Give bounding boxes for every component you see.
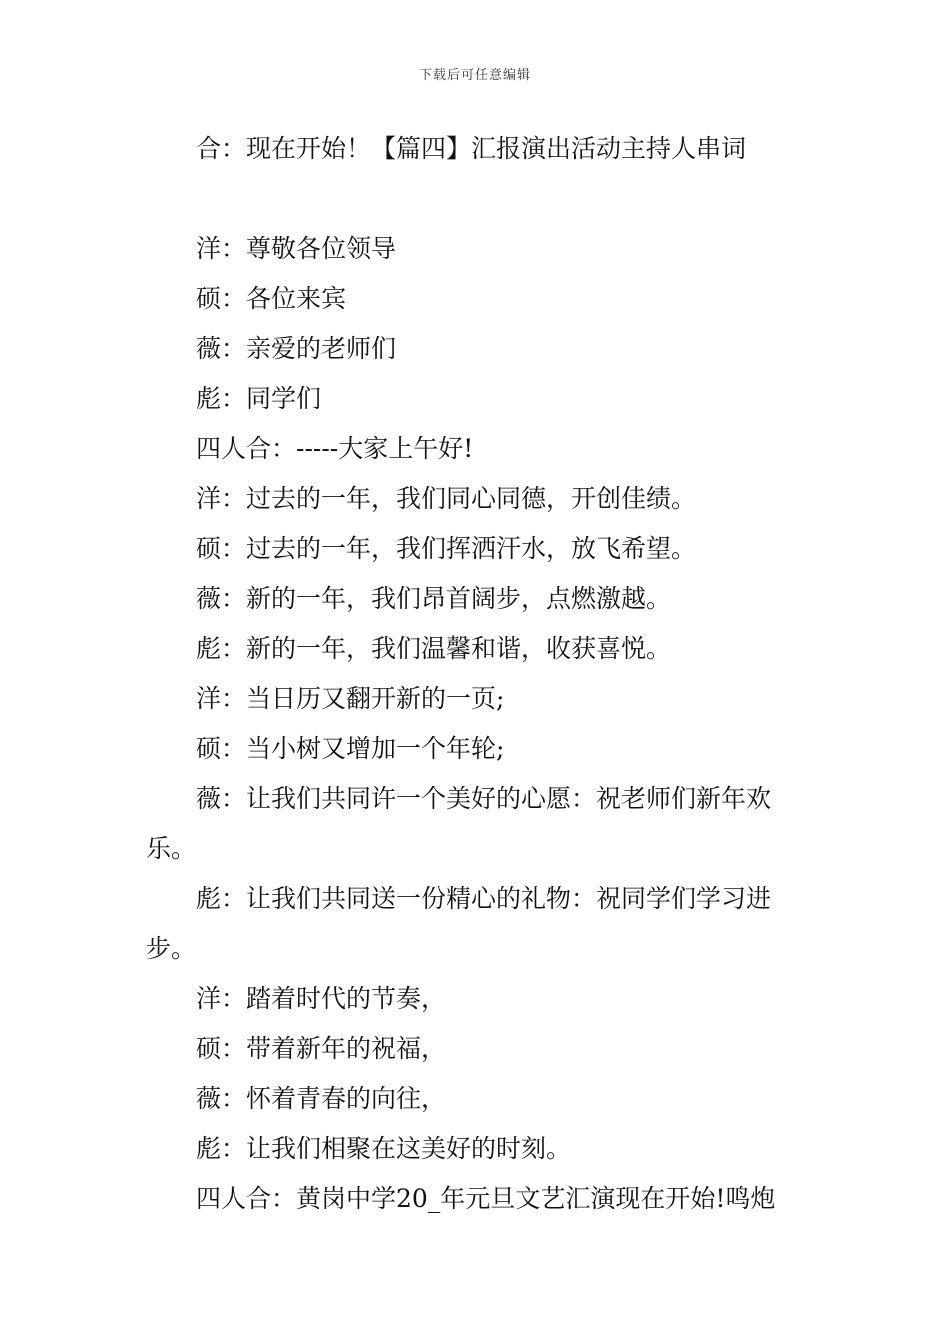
script-line: 硕：当小树又增加一个年轮; [196, 734, 505, 763]
script-line: 彪：让我们相聚在这美好的时刻。 [196, 1134, 572, 1163]
script-line: 四人合：黄岗中学20_年元旦文艺汇演现在开始!鸣炮 [196, 1184, 776, 1213]
script-line: 薇：新的一年，我们昂首阔步，点燃激越。 [196, 584, 672, 613]
script-line: 硕：各位来宾 [196, 284, 347, 313]
script-line: 薇：怀着青春的向往， [196, 1084, 447, 1113]
script-line: 洋：当日历又翻开新的一页; [196, 684, 505, 713]
script-line: 彪：让我们共同送一份精心的礼物：祝同学们学习进步。 [146, 884, 772, 963]
script-line: 彪：新的一年，我们温馨和谐，收获喜悦。 [196, 634, 672, 663]
document-body [146, 124, 808, 1224]
blank-line [146, 174, 808, 224]
script-line: 洋：踏着时代的节奏， [196, 984, 447, 1013]
script-line: 硕：过去的一年，我们挥洒汗水，放飞希望。 [196, 534, 697, 563]
script-line: 四人合：-----大家上午好! [196, 434, 474, 463]
script-line: 洋：过去的一年，我们同心同德，开创佳绩。 [196, 484, 697, 513]
script-line: 洋：尊敬各位领导 [196, 234, 397, 263]
script-line: 硕：带着新年的祝福， [196, 1034, 447, 1063]
script-line: 薇：亲爱的老师们 [196, 334, 397, 363]
script-line: 合：现在开始！【篇四】汇报演出活动主持人串词 [196, 134, 747, 163]
script-line: 彪：同学们 [196, 384, 322, 413]
script-line: 薇：让我们共同许一个美好的心愿：祝老师们新年欢乐。 [146, 784, 772, 863]
page-header: 下载后可任意编辑 [418, 68, 531, 83]
